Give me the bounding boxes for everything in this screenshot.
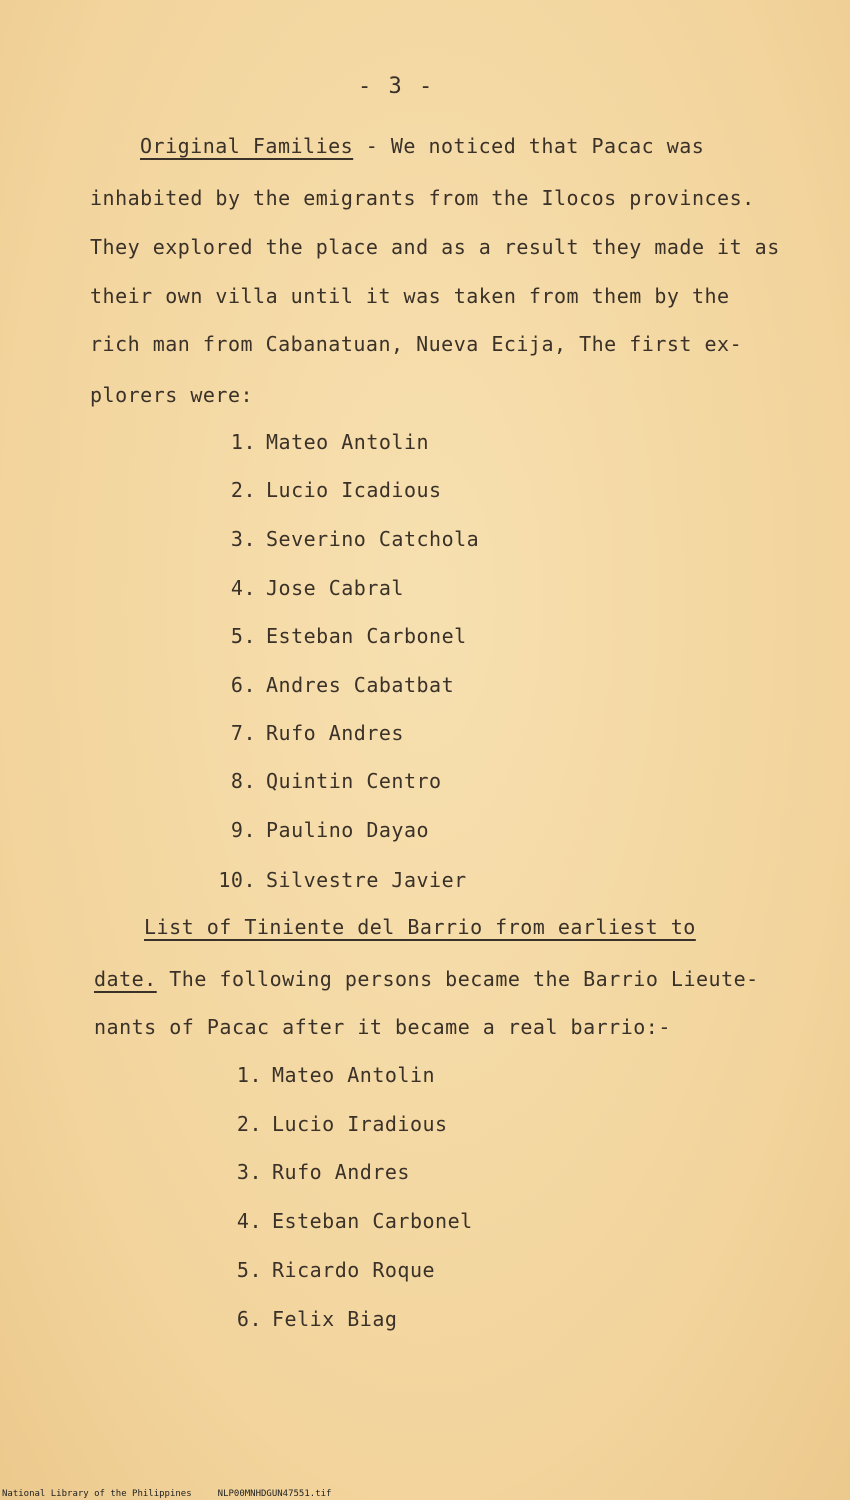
list-item: 9. Paulino Dayao [230,818,430,842]
paragraph-text: The following persons became the Barrio Lieute- [156,967,759,991]
list-item: 1. Mateo Antolin [230,430,430,454]
list-item: 3. Rufo Andres [236,1160,410,1184]
footer-file: NLP00MNHDGUN47551.tif [217,1489,332,1499]
paragraph-line: nants of Pacac after it became a real barrio:- [94,1015,671,1039]
paragraph-line: their own villa until it was taken from them by the [90,284,730,308]
list-item: 5. Esteban Carbonel [230,624,467,648]
paragraph-text: - We noticed that Pacac was [353,134,705,158]
paragraph-line: plorers were: [90,383,254,407]
list-item: 6. Andres Cabatbat [230,673,455,697]
page-number: - 3 - [358,74,435,99]
scan-footer [2,1489,331,1499]
paragraph-line: rich man from Cabanatuan, Nueva Ecija, The first ex- [90,332,743,356]
section-heading-original-families: Original Families [140,134,354,158]
paragraph-line: inhabited by the emigrants from the Ilocos provinces. [90,186,755,210]
paragraph-line: They explored the place and as a result they made it as [90,235,780,259]
paragraph-line [94,967,759,991]
list-item: 4. Esteban Carbonel [236,1209,473,1233]
list-item: 1. Mateo Antolin [236,1063,436,1087]
list-item: 2. Lucio Iradious [236,1112,448,1136]
list-item: 5. Ricardo Roque [236,1258,436,1282]
section-heading-tiniente: List of Tiniente del Barrio from earliest to [144,915,696,939]
list-item: 3. Severino Catchola [230,527,480,551]
list-item: 4. Jose Cabral [230,576,404,600]
paragraph-line [140,134,704,158]
list-item: 10. Silvestre Javier [218,868,467,892]
list-item: 7. Rufo Andres [230,721,404,745]
list-item: 2. Lucio Icadious [230,478,442,502]
footer-library: National Library of the Philippines [2,1489,192,1499]
list-item: 6. Felix Biag [236,1307,398,1331]
section-heading-date: date. [94,967,157,991]
list-item: 8. Quintin Centro [230,769,442,793]
